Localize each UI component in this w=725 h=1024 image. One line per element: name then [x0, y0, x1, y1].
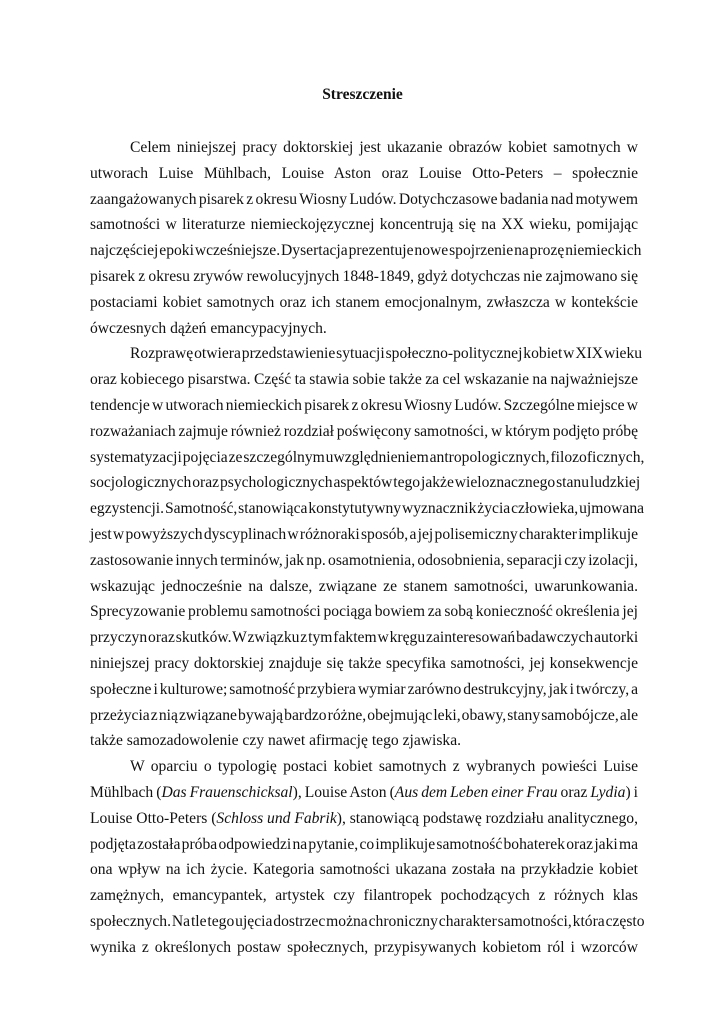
text-line: Rozprawę otwiera przedstawienie sytuacji społeczno-politycznej kobiet w XIX wieku — [130, 345, 643, 363]
text-line: Sprecyzowanie problemu samotności pociąga bowiem za sobą konieczność określenia jej — [90, 603, 638, 621]
text-line: społecznych. Na tle tego ujęcia dostrzec można chroniczny charakter samotności, która często — [90, 912, 645, 930]
text-line — [90, 780, 638, 806]
text-line: społeczne i kulturowe; samotność przybiera wymiar zarówno destrukcyjny, jak i twórczy, a — [90, 680, 638, 698]
text-run: Mühlbach ( — [90, 783, 162, 801]
text-line: systematyzacji pojęcia ze szczególnym uwzględnieniem antropologicznych, filozoficznych, — [90, 448, 645, 466]
document-body — [90, 135, 645, 961]
book-title-schloss-und-fabrik: Schloss und Fabrik — [216, 809, 337, 827]
page-title: Streszczenie — [322, 86, 403, 103]
text-run: ), stanowiącą podstawę rozdziału analitycznego, — [336, 809, 638, 827]
text-line — [90, 806, 638, 832]
book-title-lydia: Lydia — [590, 783, 626, 801]
text-line: W oparciu o typologię postaci kobiet samotnych z wybranych powieści Luise — [130, 758, 638, 776]
text-run: ) i — [625, 783, 639, 801]
text-line: zaangażowanych pisarek z okresu Wiosny Ludów. Dotychczasowe badania nad motywem — [90, 190, 638, 208]
text-line: oraz kobiecego pisarstwa. Część ta stawia sobie także za cel wskazanie na najważniejsze — [90, 371, 638, 389]
text-line: rozważaniach zajmuje również rozdział poświęcony samotności, w którym podjęto próbę — [90, 422, 638, 440]
paragraph-3 — [90, 754, 645, 960]
text-line: przeżycia z nią związane bywają bardzo różne, obejmując leki, obawy, stany samobójcze, ale — [90, 706, 638, 724]
text-line: postaciami kobiet samotnych oraz ich stanem emocjonalnym, zwłaszcza w kontekście — [90, 293, 638, 311]
text-line: Celem niniejszej pracy doktorskiej jest ukazanie obrazów kobiet samotnych w — [130, 139, 638, 156]
text-line: jest w powyższych dyscyplinach w różnoraki sposób, a jej polisemiczny charakter implikuje — [90, 525, 638, 543]
text-line: zamężnych, emancypantek, artystek czy filantropek pochodzących z różnych klas — [90, 887, 638, 905]
text-line: samotności w literaturze niemieckojęzycznej koncentrują się na XX wieku, pomijając — [90, 216, 638, 234]
text-line: przyczyn oraz skutków. W związku z tym faktem w kręgu zainteresowań badawczych autorki — [90, 629, 639, 647]
paragraph-1 — [90, 135, 642, 341]
text-line: socjologicznych oraz psychologicznych aspektów tego jakże wieloznacznego stanu ludzkiej — [90, 474, 641, 492]
book-title-das-frauenschicksal: Das Frauenschicksal — [161, 783, 293, 801]
text-line: także samozadowolenie czy nawet afirmację tego zjawiska. — [90, 732, 462, 750]
text-line: zastosowanie innych terminów, jak np. osamotnienia, odosobnienia, separacji czy izolacji, — [90, 551, 638, 569]
text-line: tendencje w utworach niemieckich pisarek z okresu Wiosny Ludów. Szczególne miejsce w — [90, 396, 638, 414]
text-line: pisarek z okresu zrywów rewolucyjnych 1848-1849, gdyż dotychczas nie zajmowano się — [90, 267, 638, 285]
text-line: wskazując jednocześnie na dalsze, związane ze stanem samotności, uwarunkowania. — [90, 577, 638, 595]
text-line: ówczesnych dążeń emancypacyjnych. — [90, 319, 327, 337]
text-run: ), Louise Aston ( — [292, 783, 395, 801]
text-line: najczęściej epoki wcześniejsze. Dysertacja prezentuje nowe spojrzenie na prozę niemieckich — [90, 242, 642, 260]
book-title-aus-dem-leben: Aus dem Leben einer Frau — [394, 783, 558, 801]
text-line: utworach Luise Mühlbach, Louise Aston oraz Louise Otto-Peters – społecznie — [90, 164, 638, 182]
text-line: podjęta została próba odpowiedzi na pytanie, co implikuje samotność bohaterek oraz jaki ma — [90, 835, 638, 853]
paragraph-2 — [90, 341, 645, 754]
text-line: wynika z określonych postaw społecznych, przypisywanych kobietom ról i wzorców — [90, 938, 638, 956]
text-line: egzystencji. Samotność, stanowiąca konstytutywny wyznacznik życia człowieka, ujmowana — [90, 500, 645, 518]
text-line: ona wpływ na ich życie. Kategoria samotności ukazana została na przykładzie kobiet — [90, 861, 638, 879]
text-line: niniejszej pracy doktorskiej znajduje się także specyfika samotności, jej konsekwencje — [90, 654, 638, 672]
text-run: oraz — [557, 783, 591, 801]
text-run: Louise Otto-Peters ( — [90, 809, 217, 827]
